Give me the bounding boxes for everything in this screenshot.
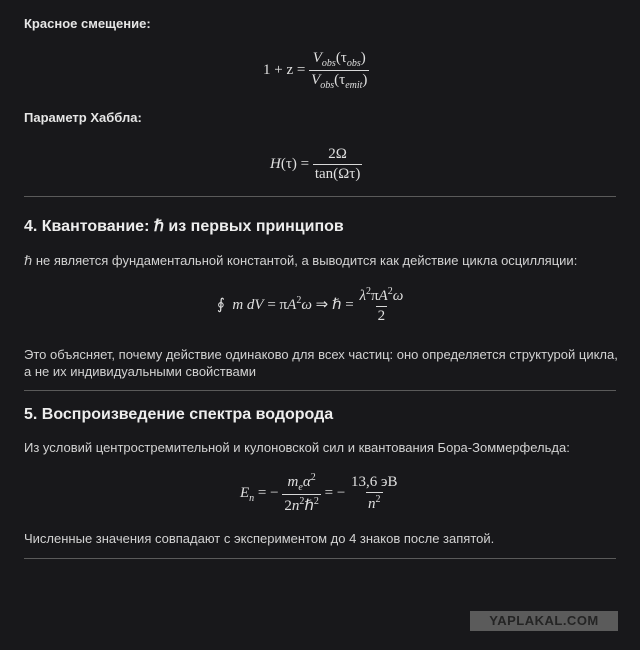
hubble-numerator: 2Ω [328,146,347,162]
action-formula-lhs: ∮ m dV = $\pi A^2\omega$ ⇒ ℏ = [217,294,354,313]
hubble-formula [270,146,362,183]
hubble-denominator: tan(Ωτ) [314,166,361,182]
hubble-fraction [313,146,363,183]
section-5-heading: 5. Воспроизведение спектра водорода [24,406,334,423]
divider [24,558,616,559]
action-fraction [357,286,405,325]
energy-denominator-2: $n^2$ [368,494,381,512]
energy-formula-mid: = − [324,484,346,501]
energy-fraction-2 [349,474,399,513]
action-numerator: $\lambda^2\pi A^2\omega$ [359,286,404,304]
redshift-numerator: $V_{obs}(\tau_{obs})$ [312,50,366,69]
redshift-formula-lhs: 1 + z = [263,61,306,78]
section-4-intro: ℏ не является фундаментальной константой, а выводится как действие цикла осцилляции: [24,253,578,268]
divider [24,390,616,391]
energy-numerator-2: 13,6 эВ [351,474,398,490]
energy-formula-lhs: $E_n$ = − [240,484,279,504]
section-4-explanation-line-2: а не их индивидуальными свойствами [24,364,256,379]
hubble-formula-lhs: H(τ) = [270,155,310,172]
action-denominator: 2 [377,308,386,324]
section-4-heading: 4. Квантование: ℏ из первых принципов [24,218,344,235]
energy-fraction-1 [282,472,321,515]
energy-numerator-1: $m_e\alpha^2$ [287,472,316,493]
redshift-formula [263,50,369,91]
section-5-result: Численные значения совпадают с экспериментом до 4 знаков после запятой. [24,531,495,546]
section-4-explanation-line-1: Это объясняет, почему действие одинаково для всех частиц: оно определяется структурой цикла, [24,347,618,362]
hubble-label: Параметр Хаббла: [24,110,142,125]
redshift-label: Красное смещение: [24,16,151,31]
redshift-denominator: $V_{obs}(\tau_{emit})$ [311,72,368,91]
redshift-fraction [309,50,369,91]
action-formula [217,286,405,325]
section-5-intro: Из условий центростремительной и кулоновской сил и квантования Бора-Зоммерфельда: [24,440,570,455]
site-watermark: YAPLAKAL.COM [470,611,618,631]
energy-formula [240,472,399,515]
energy-denominator-1: $2n^2\hbar^2$ [284,496,319,514]
divider [24,196,616,197]
